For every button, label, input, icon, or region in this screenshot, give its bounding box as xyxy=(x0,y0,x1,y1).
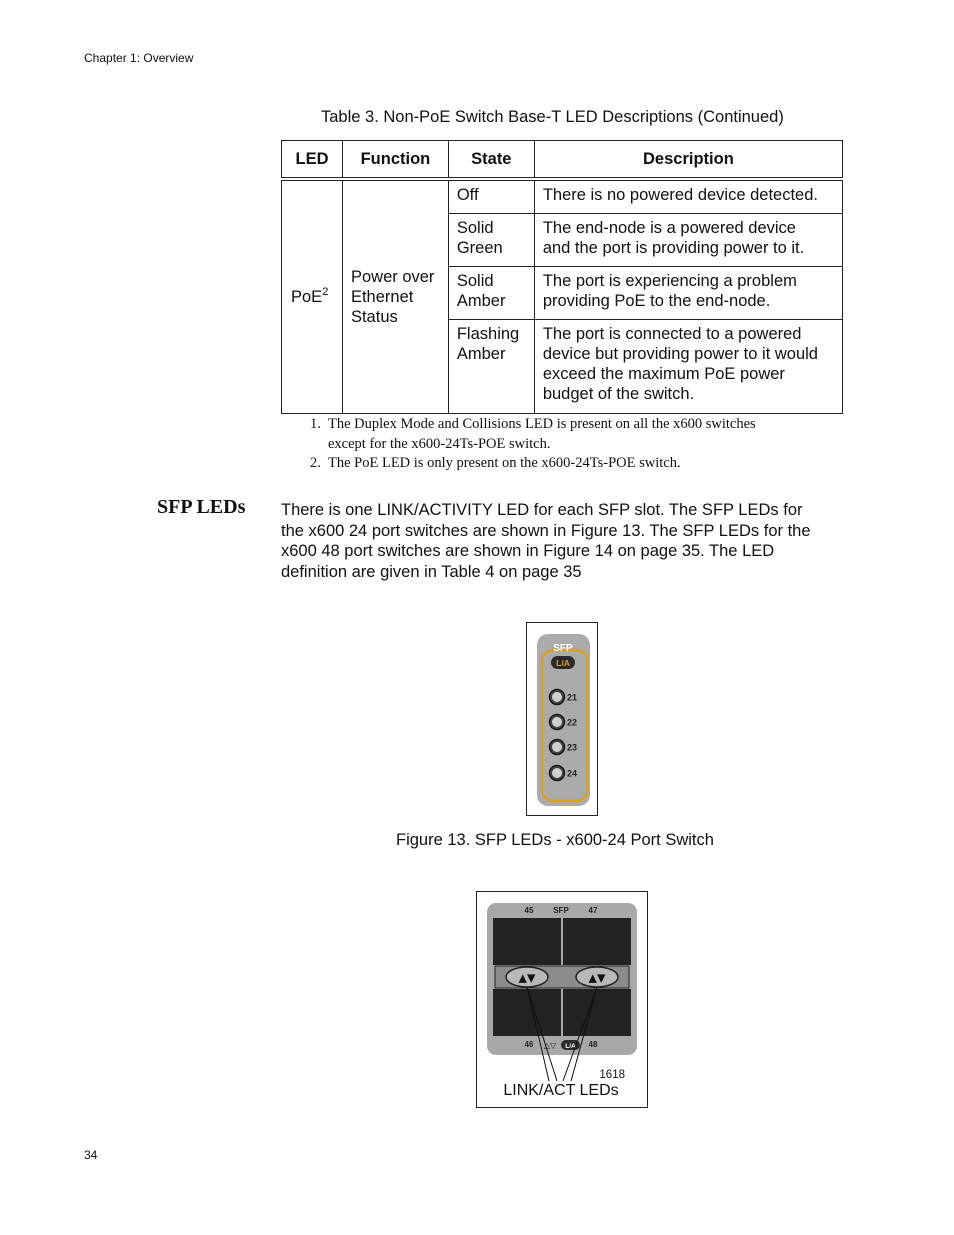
function-line: Ethernet xyxy=(350,288,414,306)
description-cell xyxy=(534,320,842,414)
port-label: 47 xyxy=(588,906,598,915)
state-cell xyxy=(448,214,534,267)
description-line: budget of the switch. xyxy=(542,385,695,403)
port-label: 22 xyxy=(567,717,578,728)
state-line: Amber xyxy=(456,345,506,363)
function-line: Power over xyxy=(350,268,435,286)
port-label: 46 xyxy=(524,1040,534,1049)
figure-13-caption: Figure 13. SFP LEDs - x600-24 Port Switch xyxy=(396,831,714,849)
description-line: device but providing power to it would xyxy=(542,345,818,363)
port-label: 48 xyxy=(588,1040,598,1049)
description-cell xyxy=(534,179,842,214)
led-lens xyxy=(552,742,562,752)
port-label: 23 xyxy=(567,742,578,753)
led-24 xyxy=(550,766,578,781)
body-line: the x600 24 port switches are shown in Figure 13. The SFP LEDs for the xyxy=(281,521,811,540)
sfp-cage xyxy=(563,918,631,965)
led-name: PoE xyxy=(291,288,323,306)
state-line: Solid xyxy=(456,272,494,290)
port-label: 24 xyxy=(567,768,578,779)
state-line: Amber xyxy=(456,292,506,310)
figure-id: 1618 xyxy=(599,1069,625,1081)
body-line: definition are given in Table 4 on page 35 xyxy=(281,563,582,582)
led-name-cell xyxy=(282,179,343,414)
description-line: exceed the maximum PoE power xyxy=(542,365,785,383)
state-line: Solid xyxy=(456,219,494,237)
state-line: Off xyxy=(456,186,479,204)
arrow-icon: ▲▼ xyxy=(518,971,536,985)
description-line: The port is connected to a powered xyxy=(542,325,802,343)
function-cell xyxy=(342,179,448,414)
led-22 xyxy=(550,715,578,730)
sfp-label: SFP xyxy=(553,906,569,915)
arrow-icon: ▲▼ xyxy=(588,971,606,985)
description-line: The port is experiencing a problem xyxy=(542,272,797,290)
description-cell xyxy=(534,214,842,267)
figure-13-sfp-panel xyxy=(526,622,598,816)
arrow-icon: △▽ xyxy=(543,1041,557,1050)
section-heading: SFP LEDs xyxy=(157,496,246,518)
led-lens xyxy=(552,768,562,778)
la-badge-text: L/A xyxy=(565,1043,576,1050)
description-line: and the port is providing power to it. xyxy=(542,239,805,257)
body-line: There is one LINK/ACTIVITY LED for each SFP slot. The SFP LEDs for xyxy=(281,501,803,519)
footnote-line: except for the x600-24Ts-POE switch. xyxy=(328,435,551,452)
led-lens xyxy=(552,692,562,702)
led-23 xyxy=(550,740,578,755)
state-cell xyxy=(448,320,534,414)
sfp-48-graphic xyxy=(477,892,647,1107)
state-line: Flashing xyxy=(456,325,520,343)
footnote xyxy=(310,415,810,454)
page-number: 34 xyxy=(84,1148,98,1162)
section-body xyxy=(281,500,841,583)
footnote-line: The Duplex Mode and Collisions LED is present on all the x600 switches xyxy=(328,416,756,432)
footnote xyxy=(310,454,810,474)
table-row xyxy=(282,179,843,214)
state-cell xyxy=(448,267,534,320)
led-21 xyxy=(550,690,578,705)
figure-14-sfp-panel xyxy=(476,891,648,1108)
header-state: State xyxy=(448,141,534,180)
footnote-line: The PoE LED is only present on the x600-24Ts-POE switch. xyxy=(328,455,681,471)
footnote-number: 1. xyxy=(310,416,321,432)
footnotes xyxy=(310,415,810,474)
body-line: x600 48 port switches are shown in Figure 14 on page 35. The LED xyxy=(281,542,775,561)
sfp-panel-graphic xyxy=(527,623,597,815)
footnote-number: 2. xyxy=(310,455,321,471)
description-cell xyxy=(534,267,842,320)
header-led: LED xyxy=(282,141,343,180)
header-description: Description xyxy=(534,141,842,180)
header-function: Function xyxy=(342,141,448,180)
description-line: providing PoE to the end-node. xyxy=(542,292,771,310)
function-line: Status xyxy=(350,308,398,326)
description-line: There is no powered device detected. xyxy=(542,186,818,204)
port-label: 45 xyxy=(524,906,534,915)
led-description-table xyxy=(281,140,843,414)
led-footnote-ref: 2 xyxy=(322,286,329,298)
led-lens xyxy=(552,717,562,727)
running-header: Chapter 1: Overview xyxy=(84,51,194,65)
sfp-cage xyxy=(493,989,561,1036)
sfp-cage xyxy=(563,989,631,1036)
sfp-label: SFP xyxy=(553,643,573,654)
callout-label: LINK/ACT LEDs xyxy=(503,1082,619,1099)
state-line: Green xyxy=(456,239,503,257)
description-line: The end-node is a powered device xyxy=(542,219,796,237)
la-badge-text: L/A xyxy=(556,658,570,668)
state-cell xyxy=(448,179,534,214)
sfp-cage xyxy=(493,918,561,965)
table-caption: Table 3. Non-PoE Switch Base-T LED Descriptions (Continued) xyxy=(321,108,784,126)
port-label: 21 xyxy=(567,692,578,703)
